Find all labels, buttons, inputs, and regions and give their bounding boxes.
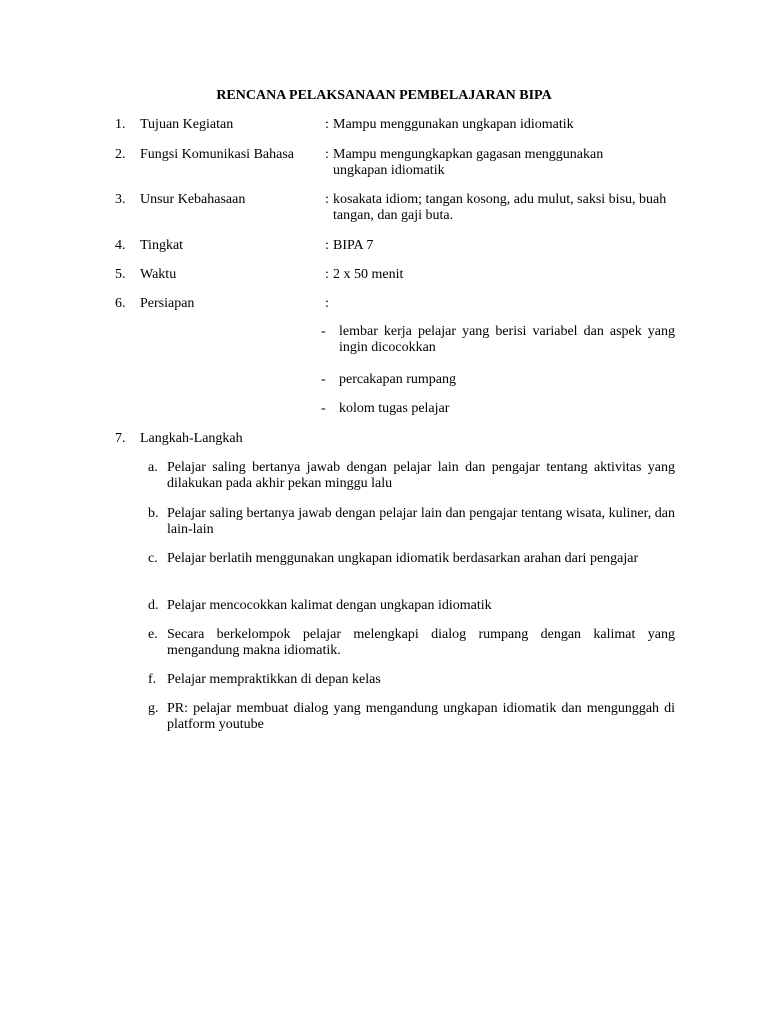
persiapan-dash: - bbox=[321, 372, 326, 387]
item-label-waktu: Waktu bbox=[140, 267, 177, 282]
step-letter: c. bbox=[148, 551, 158, 566]
item-colon: : bbox=[325, 192, 329, 207]
item-colon: : bbox=[325, 117, 329, 132]
item-label-unsur: Unsur Kebahasaan bbox=[140, 192, 246, 207]
item-number: 1. bbox=[115, 117, 126, 132]
step-text: Secara berkelompok pelajar melengkapi dialog rumpang dengan kalimat yang mengandung makna idiomatik. bbox=[167, 627, 675, 658]
item-number: 2. bbox=[115, 147, 126, 162]
item-colon: : bbox=[325, 296, 329, 311]
item-value-waktu: 2 x 50 menit bbox=[333, 267, 404, 282]
step-text: PR: pelajar membuat dialog yang mengandung ungkapan idiomatik dan mengunggah di platform youtube bbox=[167, 701, 675, 732]
step-letter: d. bbox=[148, 598, 159, 613]
item-number: 6. bbox=[115, 296, 126, 311]
item-value-tujuan: Mampu menggunakan ungkapan idiomatik bbox=[333, 117, 574, 132]
item-number: 3. bbox=[115, 192, 126, 207]
item-colon: : bbox=[325, 147, 329, 162]
step-letter: a. bbox=[148, 460, 158, 475]
item-label-persiapan: Persiapan bbox=[140, 296, 195, 311]
step-text: Pelajar saling bertanya jawab dengan pelajar lain dan pengajar tentang aktivitas yang dilakukan pada akhir pekan minggu lalu bbox=[167, 460, 675, 491]
step-text: Pelajar mencocokkan kalimat dengan ungkapan idiomatik bbox=[167, 598, 492, 613]
item-colon: : bbox=[325, 238, 329, 253]
item-number: 4. bbox=[115, 238, 126, 253]
persiapan-dash: - bbox=[321, 401, 326, 416]
item-label-tujuan: Tujuan Kegiatan bbox=[140, 117, 234, 132]
persiapan-item: kolom tugas pelajar bbox=[339, 401, 450, 416]
persiapan-item: percakapan rumpang bbox=[339, 372, 456, 387]
step-letter: f. bbox=[148, 672, 157, 687]
item-number: 7. bbox=[115, 431, 126, 446]
item-label-fungsi: Fungsi Komunikasi Bahasa bbox=[140, 147, 294, 162]
item-value-fungsi: Mampu mengungkapkan gagasan menggunakan ungkapan idiomatik bbox=[333, 147, 604, 178]
item-label-tingkat: Tingkat bbox=[140, 238, 184, 253]
item-label-langkah: Langkah-Langkah bbox=[140, 431, 243, 446]
step-text: Pelajar berlatih menggunakan ungkapan idiomatik berdasarkan arahan dari pengajar bbox=[167, 551, 639, 566]
step-letter: g. bbox=[148, 701, 159, 716]
step-text: Pelajar mempraktikkan di depan kelas bbox=[167, 672, 381, 687]
item-value-tingkat: BIPA 7 bbox=[333, 238, 374, 253]
item-colon: : bbox=[325, 267, 329, 282]
document-title: RENCANA PELAKSANAAN PEMBELAJARAN BIPA bbox=[216, 88, 552, 103]
persiapan-dash: - bbox=[321, 324, 326, 339]
step-letter: e. bbox=[148, 627, 158, 642]
item-value-unsur: kosakata idiom; tangan kosong, adu mulut, saksi bisu, buah tangan, dan gaji buta. bbox=[333, 192, 667, 223]
item-number: 5. bbox=[115, 267, 126, 282]
step-text: Pelajar saling bertanya jawab dengan pelajar lain dan pengajar tentang wisata, kuliner, dan lain-lain bbox=[167, 506, 675, 537]
step-letter: b. bbox=[148, 506, 159, 521]
persiapan-item: lembar kerja pelajar yang berisi variabel dan aspek yang ingin dicocokkan bbox=[339, 324, 675, 355]
